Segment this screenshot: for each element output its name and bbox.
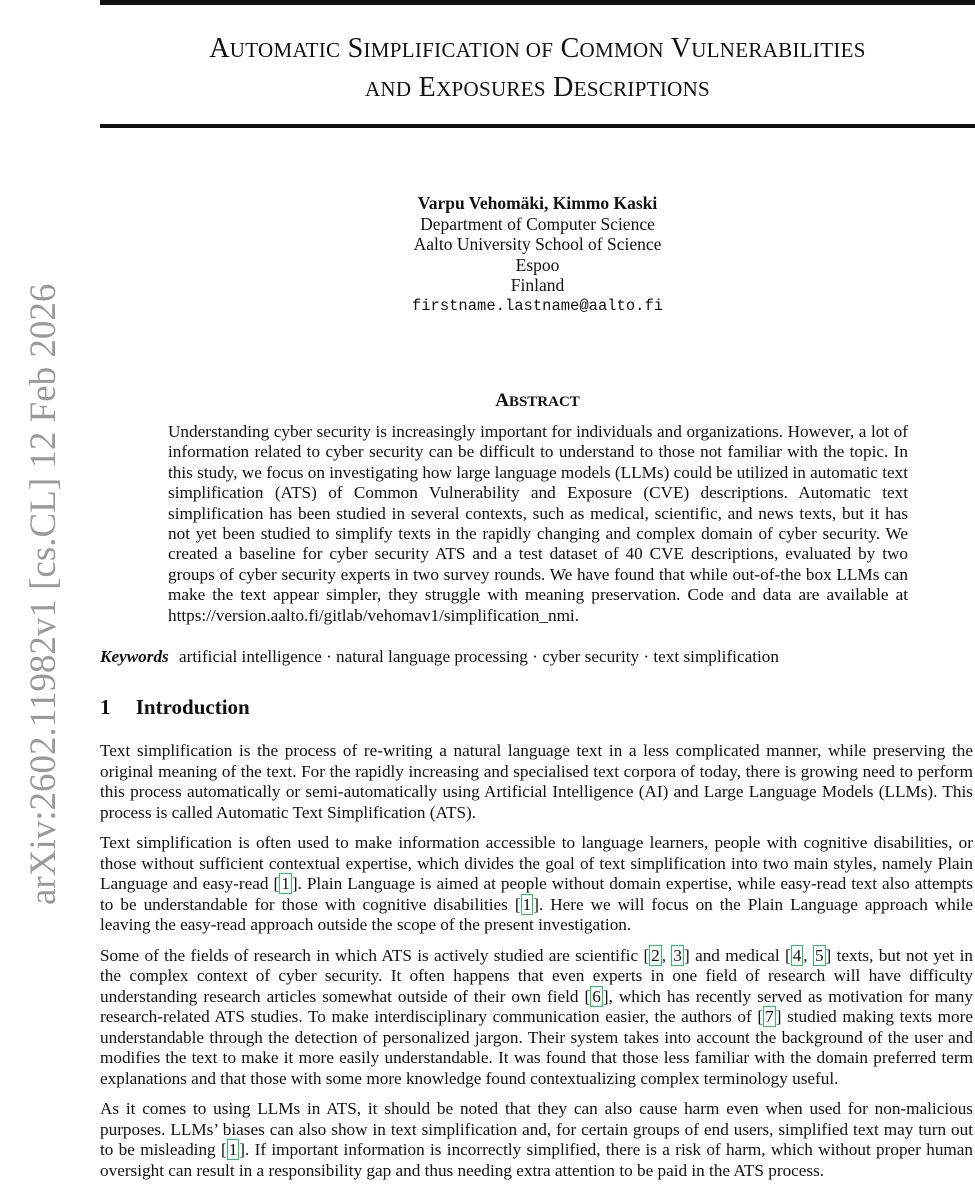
author-school: Aalto University School of Science — [413, 234, 662, 254]
author-city: Espoo — [515, 254, 560, 275]
author-email: firstname.lastname@aalto.fi — [411, 296, 664, 315]
citation-link-7[interactable]: 7 — [765, 1007, 774, 1026]
citation-link-5[interactable]: 5 — [814, 945, 824, 965]
citation-link-1[interactable]: 1 — [522, 894, 532, 914]
citation-link-4[interactable]: 4 — [792, 945, 802, 965]
title-line-1: AUTOMATIC SIMPLIFICATION OF COMMON VULNERABILITIES — [209, 33, 866, 64]
abstract-heading: ABSTRACT — [495, 390, 580, 411]
author-names: Varpu Vehomäki, Kimmo Kaski — [417, 193, 658, 213]
title-top-rule — [100, 0, 975, 5]
citation-link-2[interactable]: 2 — [651, 945, 660, 965]
title-bottom-rule — [100, 124, 975, 128]
arxiv-identifier-stamp: arXiv:2602.11982v1 [cs.CL] 12 Feb 2026 — [23, 283, 64, 905]
paragraph-4: As it comes to using LLMs in ATS, it should be noted that they can also cause harm even when used for non-malicious purposes. LLMs’ biases can also show in text simplification and, for certain groups of end users, simplified text may turn out to be misleading [ 1 ]. If important information is incorrectly simplified, there is a risk of harm, which without proper human oversight can result in a responsibility gap and thus needing extra attention to be paid in the ATS process. — [100, 1099, 973, 1180]
section-title: Introduction — [135, 695, 250, 719]
author-department: Department of Computer Science — [420, 213, 655, 234]
keywords-label: Keywords — [100, 647, 169, 666]
keywords-list: artificial intelligence · natural language processing · cyber security · text simplification — [179, 647, 779, 666]
author-block — [380, 193, 695, 316]
citation-link-1[interactable]: 1 — [281, 874, 290, 893]
introduction-body — [100, 741, 973, 1191]
paragraph-2: Text simplification is often used to make information accessible to language learners, people with cognitive disabilities, or those without sufficient contextual expertise, which divides the goal of text simplification into two main styles, namely Plain Language and easy-read [ 1 ]. Plain Language is aimed at people without domain expertise, while easy-read text also attempts to be understandable for those with cognitive disabilities [ 1 ]. Here we will focus on the Plain Language approach while leaving the easy-read approach outside the scope of the present investigation. — [100, 833, 973, 934]
citation-link-1[interactable]: 1 — [228, 1140, 238, 1159]
author-country: Finland — [510, 275, 565, 295]
section-number: 1 — [100, 695, 111, 719]
paragraph-3: Some of the fields of research in which ATS is actively studied are scientific [ 2 , 3 ] and medical [ 4 , 5 ] texts, but not yet in the complex context of cyber security. It often happens that even experts in one field of research will have difficulty understanding research articles somewhat outside of their own field [ 6 ], which has recently served as motivation for many research-related ATS studies. To make interdisciplinary communication easier, the authors of [ 7 ] studied making texts more understandable through the detection of personalized jargon. Their system takes into account the background of the user and modifies the text to make it more easily understandable. It was found that those less familiar with the domain preferred term explanations and that those with some more knowledge found contextualizing complex terminology useful. — [100, 945, 974, 1088]
citation-link-6[interactable]: 6 — [592, 986, 601, 1006]
keywords-line — [100, 647, 975, 667]
paper-title — [100, 30, 975, 108]
title-line-2: AND EXPOSURES DESCRIPTIONS — [364, 72, 711, 103]
paragraph-1: Text simplification is the process of re-writing a natural language text in a less complicated manner, while preserving the original meaning of the text. For the rapidly increasing and specialised text corpora of today, there is growing need to perform this process automatically or semi-automatically using Artificial Intelligence (AI) and Large Language Models (LLMs). This process is called Automatic Text Simplification (ATS). — [100, 741, 973, 822]
abstract-text: Understanding cyber security is increasingly important for individuals and organizations. However, a lot of information related to cyber security can be difficult to understand to those not familiar with the topic. In this study, we focus on investigating how large language models (LLMs) could be utilized in automatic text simplification (ATS) of Common Vulnerability and Exposure (CVE) descriptions. Automatic text simplification has been studied in several contexts, such as medical, scientific, and news texts, but it has not yet been studied to simplify texts in the rapidly changing and complex domain of cyber security. We created a baseline for cyber security ATS and a test dataset of 40 CVE descriptions, evaluated by two groups of cyber security experts in two survey rounds. We have found that while out-of-the box LLMs can make the text appear simpler, they struggle with meaning preservation. Code and data are available at https://version.aalto.fi/gitlab/vehomav1/simplification_nmi. — [168, 422, 908, 625]
citation-link-3[interactable]: 3 — [673, 945, 682, 965]
section-heading-introduction — [100, 695, 250, 720]
